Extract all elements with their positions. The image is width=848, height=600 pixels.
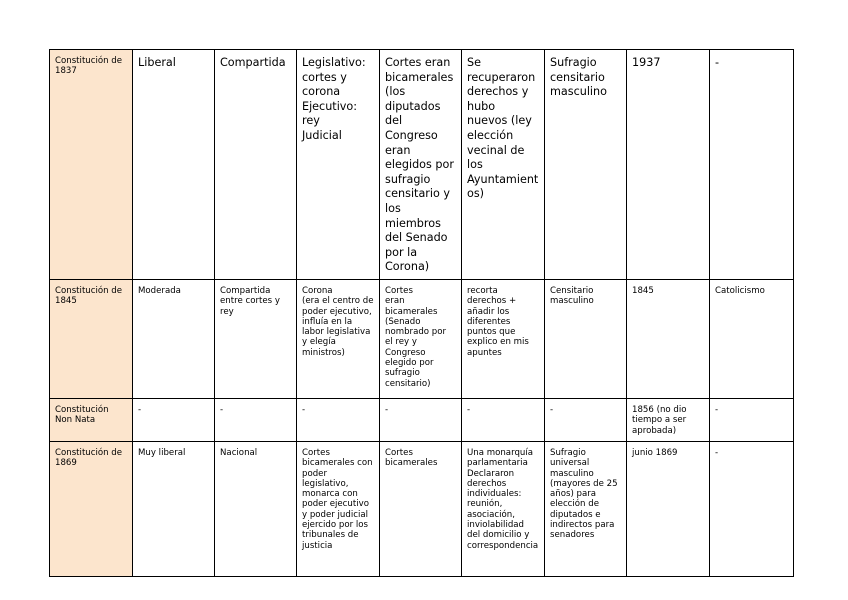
table-row (50, 441, 794, 576)
row-header: Constitución Non Nata (50, 398, 133, 441)
table-cell: Catolicismo (710, 279, 794, 398)
table-cell: Liberal (133, 50, 215, 280)
table-cell: - (710, 398, 794, 441)
table-cell: - (462, 398, 545, 441)
table-cell: - (133, 398, 215, 441)
table-cell: Se recuperaron derechos y hubo nuevos (ley elección vecinal de los Ayuntamientos) (462, 50, 545, 280)
table-cell: Cortes bicamerales con poder legislativo, monarca con poder ejecutivo y poder judicial ejercido por los tribunales de justicia (297, 441, 380, 576)
table-cell: - (297, 398, 380, 441)
table-cell: Cortes eran bicamerales (Senado nombrado por el rey y Congreso elegido por sufragio censitario) (380, 279, 462, 398)
table-row (50, 398, 794, 441)
table-cell: Una monarquía parlamentaria Declararon derechos individuales: reunión, asociación, inviolabilidad del domicilio y correspondencia (462, 441, 545, 576)
table-cell: - (380, 398, 462, 441)
table-cell: Sufragio universal masculino (mayores de 25 años) para elección de diputados e indirectos para senadores (545, 441, 627, 576)
table-cell: - (545, 398, 627, 441)
table-cell: 1937 (627, 50, 710, 280)
table-row (50, 279, 794, 398)
table-cell: junio 1869 (627, 441, 710, 576)
table-cell: Nacional (215, 441, 297, 576)
table-row (50, 50, 794, 280)
table-cell: Muy liberal (133, 441, 215, 576)
row-header: Constitución de 1837 (50, 50, 133, 280)
table-cell: Compartida entre cortes y rey (215, 279, 297, 398)
row-header: Constitución de 1869 (50, 441, 133, 576)
table-cell: Cortes bicamerales (380, 441, 462, 576)
table-cell: Compartida (215, 50, 297, 280)
table-cell: Legislativo: cortes y corona Ejecutivo: rey Judicial (297, 50, 380, 280)
table-cell: Censitario masculino (545, 279, 627, 398)
table-cell: recorta derechos + añadir los diferentes puntos que explico en mis apuntes (462, 279, 545, 398)
table-cell: Corona (era el centro de poder ejecutivo, influía en la labor legislativa y elegía ministros) (297, 279, 380, 398)
row-header: Constitución de 1845 (50, 279, 133, 398)
table-cell: 1856 (no dio tiempo a ser aprobada) (627, 398, 710, 441)
table-cell: - (215, 398, 297, 441)
constitutions-table (49, 49, 794, 577)
table-cell: - (710, 50, 794, 280)
table-cell: 1845 (627, 279, 710, 398)
table-cell: - (710, 441, 794, 576)
table-cell: Moderada (133, 279, 215, 398)
table-cell: Cortes eran bicamerales (los diputados del Congreso eran elegidos por sufragio censitario y los miembros del Senado por la Corona) (380, 50, 462, 280)
table-cell: Sufragio censitario masculino (545, 50, 627, 280)
